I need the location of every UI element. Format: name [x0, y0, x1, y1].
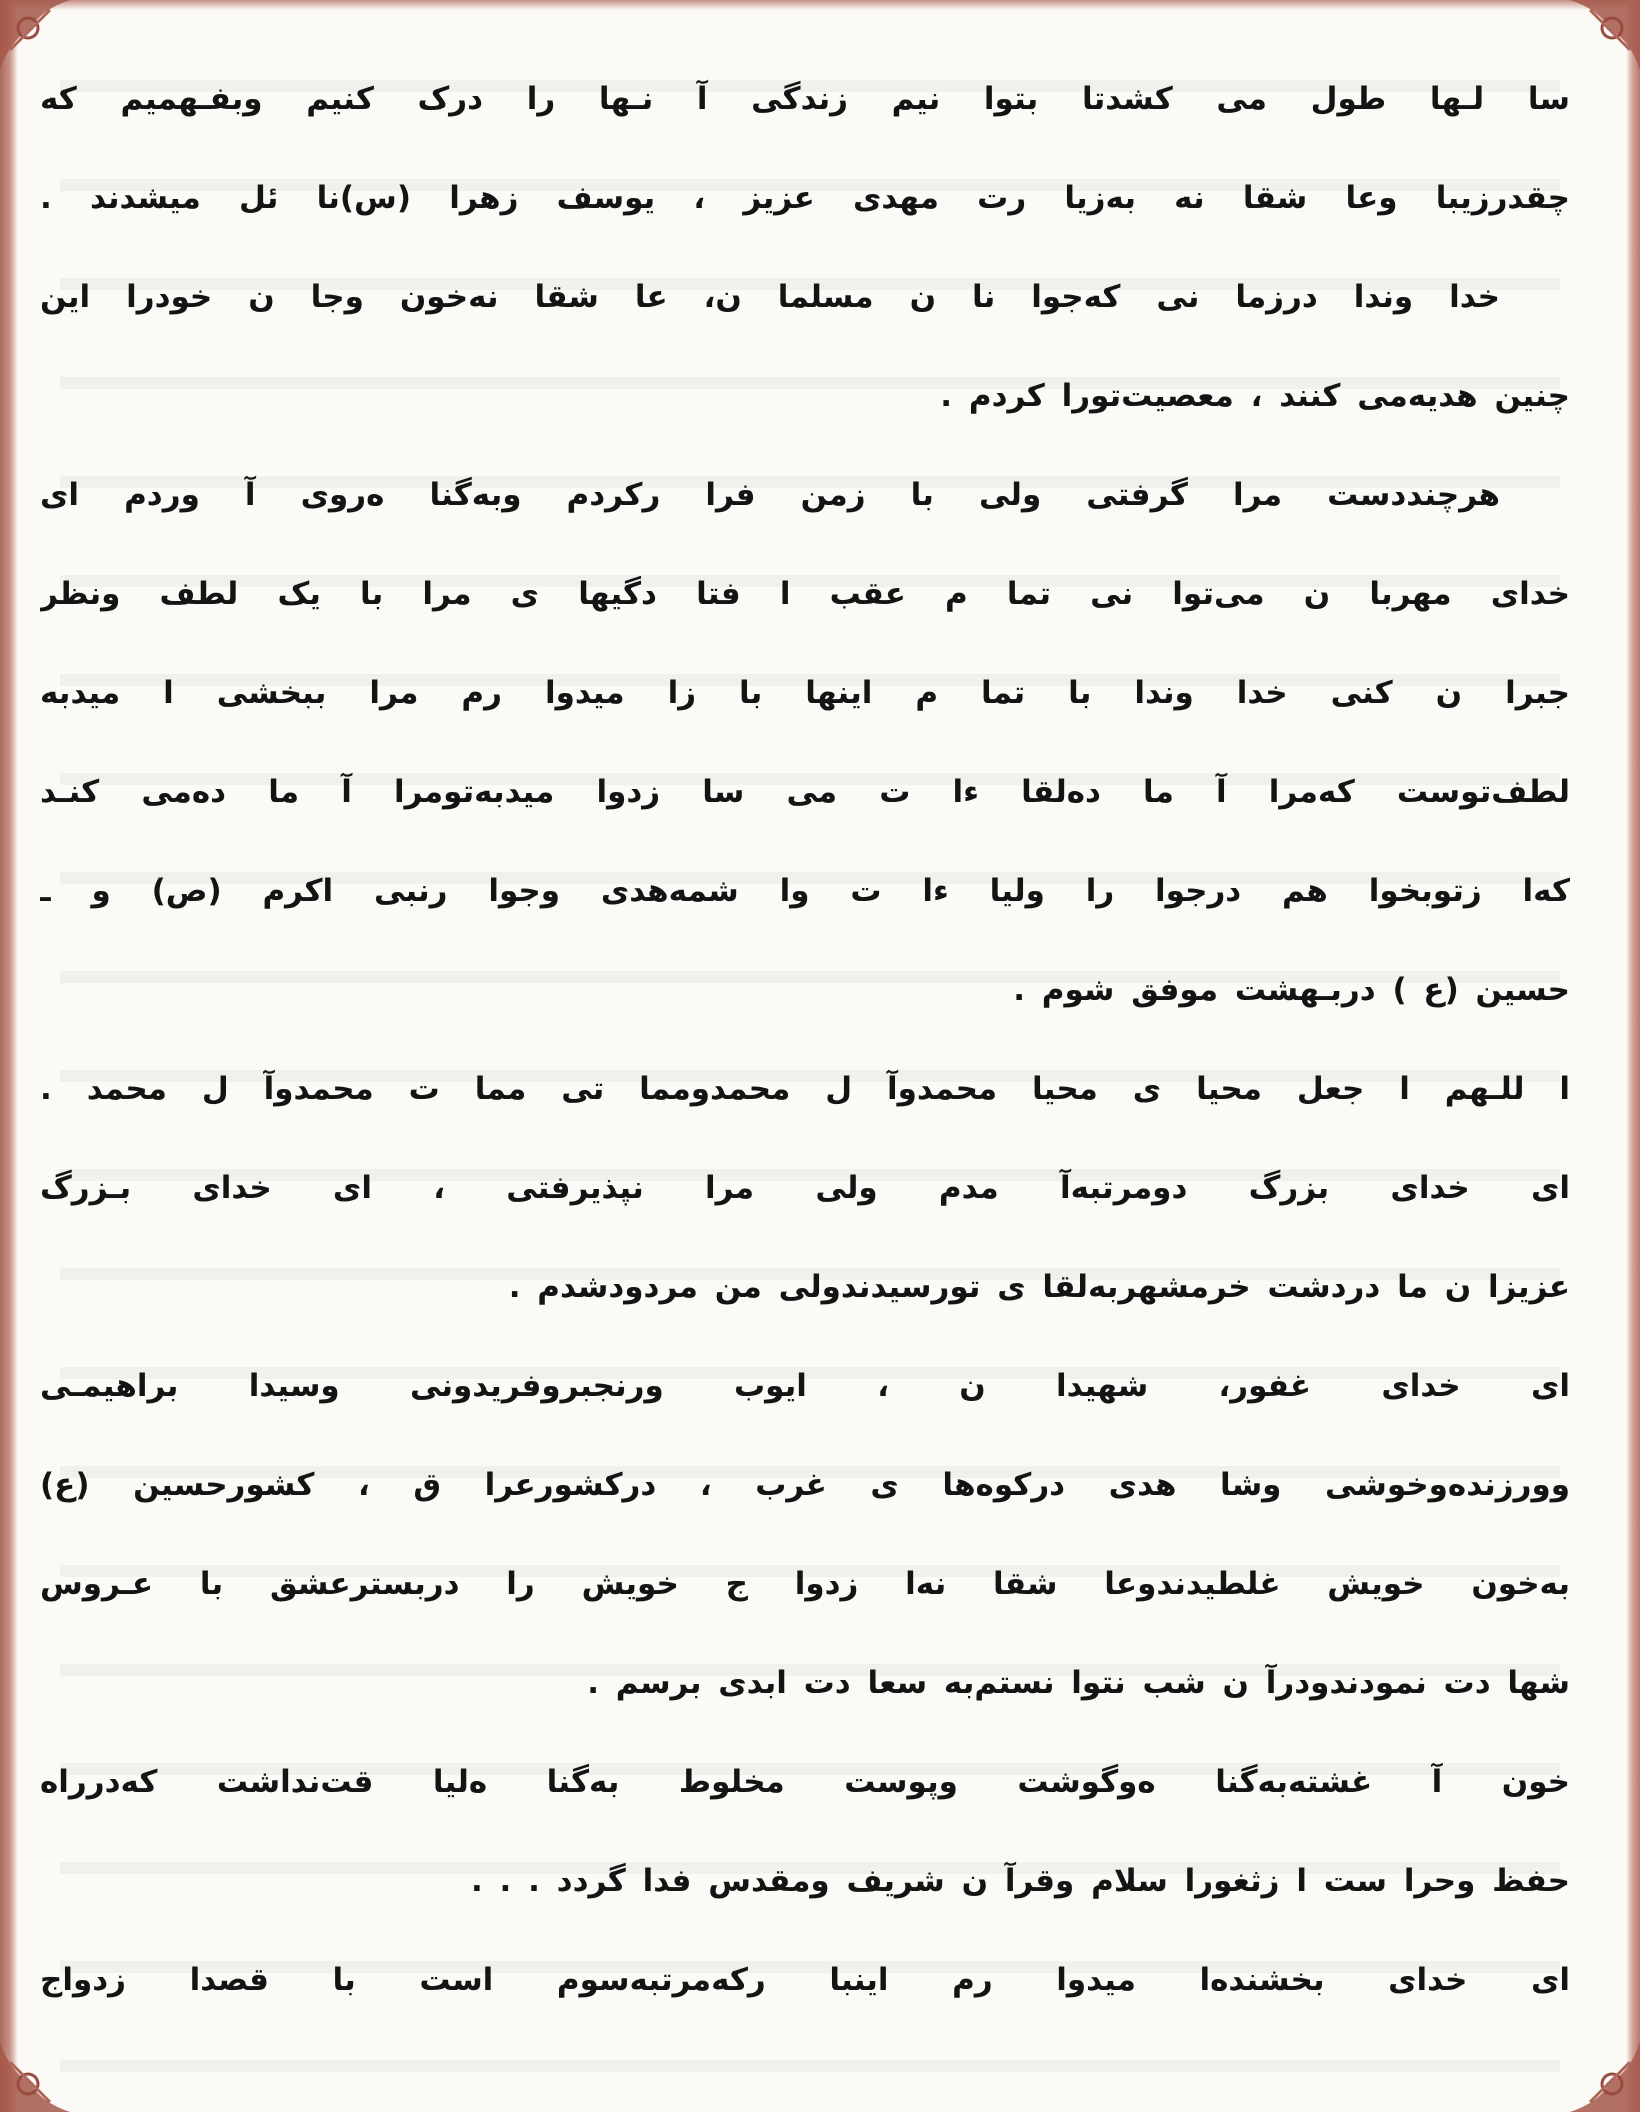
right-border: [1626, 0, 1640, 2112]
top-border: [0, 0, 1640, 10]
text-line: خداى مهربا ن مى‌توا نى تما م عقب ا فتا دگيها ى مرا با يک لطف ونظر: [40, 576, 1570, 612]
text-line: عزيزا ن ما دردشت خرمشهربه‌لقا ى تورسيدندولى من مردودشدم .: [508, 1269, 1570, 1305]
text-line: اى خداى بخشنده‌ا ميدوا رم اينبا ركه‌مرتبه‌سوم است با قصدا زدواج: [40, 1962, 1570, 1998]
text-line: خون آ غشته‌به‌گنا ه‌وگوشت وپوست مخلوط به‌گنا ه‌ليا قت‌نداشت كه‌درراه: [40, 1764, 1570, 1800]
corner-ornament-icon: [0, 2022, 90, 2112]
document-body: [40, 50, 1570, 2030]
text-line: خدا وندا درزما نى كه‌جوا نا ن مسلما ن، عا شقا نه‌خون وجا ن خودرا اين: [40, 279, 1500, 315]
corner-ornament-icon: [1550, 2022, 1640, 2112]
text-line: اى خداى بزرگ دومرتبه‌آ مدم ولى مرا نپذيرفتى ، اى خداى بـزرگ: [40, 1170, 1570, 1206]
text-line: حسين (ع ) دربـهشت موفق شوم .: [1013, 972, 1570, 1008]
text-line: سا لـها طول مى كشدتا بتوا نيم زندگى آ نـها را درک كنيم وبفـهميم كه: [40, 81, 1570, 117]
text-line: هرچنددست مرا گرفتى ولى با زمن فرا ركردم وبه‌گنا ه‌روى آ وردم اى: [40, 477, 1500, 513]
left-border: [0, 0, 18, 2112]
text-line: كه‌ا زتوبخوا هم درجوا را وليا ءا ت وا شمه‌هدى وجوا رنبى اكرم (ص) و ـ: [40, 873, 1570, 909]
text-line: وورزنده‌وخوشى وشا هدى دركوه‌ها ى غرب ، دركشورعرا ق ، كشورحسين (ع): [40, 1467, 1570, 1503]
text-line: جبرا ن كنى خدا وندا با تما م اينها با زا ميدوا رم مرا ببخشى ا ميدبه: [40, 675, 1570, 711]
text-line: ا للـهم ا جعل محيا ى محيا محمدوآ ل محمدومما تى مما ت محمدوآ ل محمد .: [40, 1071, 1570, 1107]
text-line: شها دت نمودندودرآ ن شب نتوا نستم‌به سعا دت ابدى برسم .: [587, 1665, 1570, 1701]
text-line: اى خداى غفور، شهيدا ن ، ايوب ورنجبروفريدونى وسيدا براهيمـى: [40, 1368, 1570, 1404]
text-line: حفظ وحرا ست ا زثغورا سلام وقرآ ن شريف ومقدس فدا گردد . . .: [470, 1863, 1570, 1899]
text-line: چنين هديه‌مى كنند ، معصيت‌تورا كردم .: [940, 378, 1570, 414]
text-line: به‌خون خويش غلطيدندوعا شقا نه‌ا زدوا ج خويش را دربسترعشق با عـروس: [40, 1566, 1570, 1602]
text-line: لطف‌توست كه‌مرا آ ما ده‌لقا ءا ت مى سا زدوا ميدبه‌تومرا آ ما ده‌مى كنـد: [40, 774, 1570, 810]
text-line: چقدرزيبا وعا شقا نه به‌زيا رت مهدى عزيز ، يوسف زهرا (س)نا ئل ميشدند .: [40, 180, 1570, 216]
